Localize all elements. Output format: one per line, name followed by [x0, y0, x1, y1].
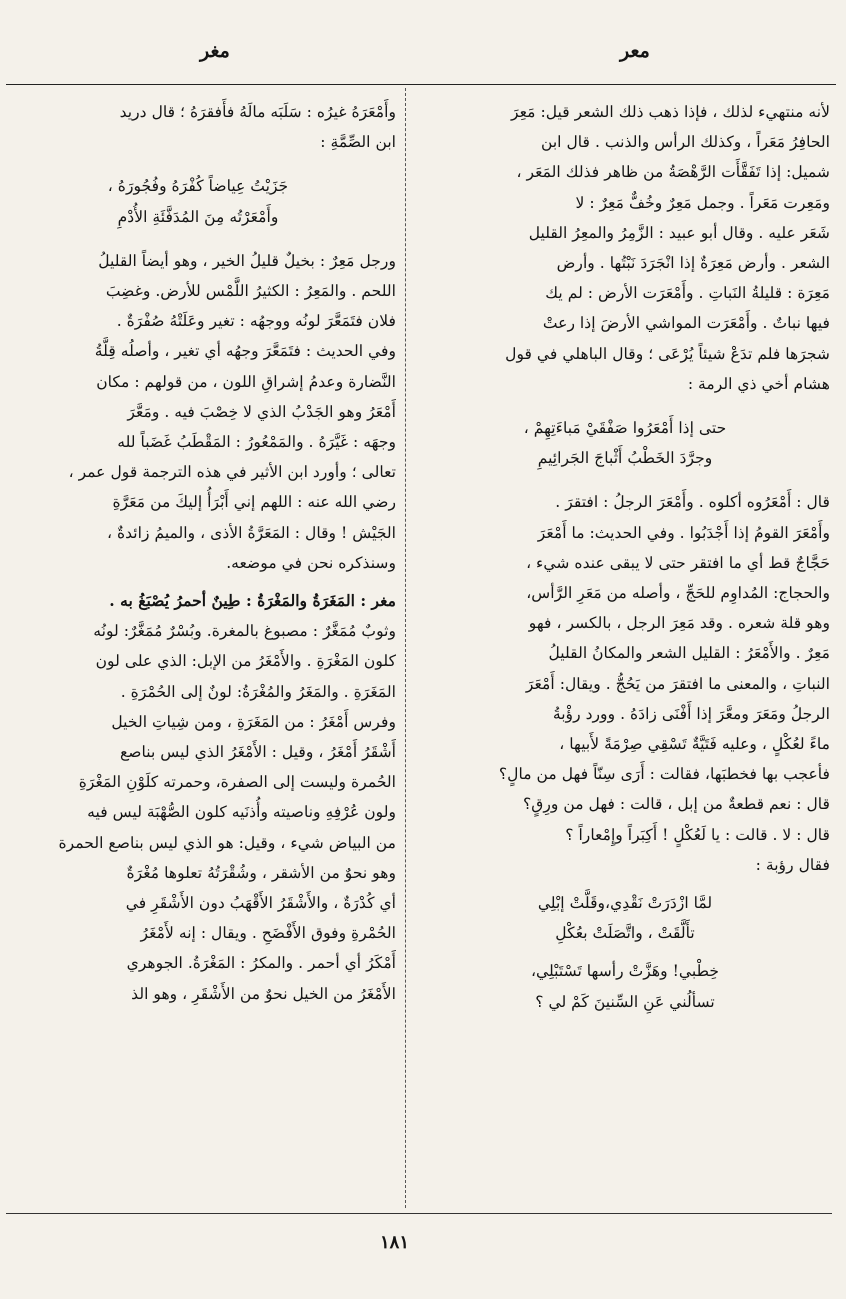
left-column: [0, 97, 396, 1009]
text-line: وأَمْعَرَهُ غيرُه : سَلَبَه مالَهُ فأَفقرَهُ ؛ قال دريد: [119, 103, 396, 121]
verse-line: خِطْبي! وهَزَّتْ رأسها تَسْتَبْلِي،: [530, 962, 720, 981]
text-line: النَّضارة وعدمُ إشراقِ اللون ، من قولهم : مكان: [96, 372, 396, 391]
text-line: فقال رؤبة :: [755, 855, 830, 874]
entry-headword-line: مغر : المَغَرَةُ والمَغْرَةُ : طِينٌ أحمرُ يُصْبَغُ به .: [109, 591, 396, 611]
text-line: مَعِرٌ . والأَمْعَرُ : القليل الشعر والمكانُ القليلُ: [548, 644, 830, 663]
text-line: شَعَر عليه . وقال أبو عبيد : الزَّمِرُ والمعِرُ القليل: [528, 223, 830, 242]
text-line: وسنذكره نحن في موضعه.: [226, 553, 396, 572]
text-line: هشام أخي ذي الرمة :: [687, 374, 830, 393]
text-line: أَشْقَرُ أَمْغَرُ ، وقيل : الأَمْغَرُ الذي ليس بناصع: [120, 743, 396, 762]
text-line: وهو قلة شعره . وقد مَعِرَ الرجل ، بالكسر ، فهو: [528, 614, 830, 633]
text-line: تعالى ؛ وأورد ابن الأثير في هذه الترجمة قول عمر ،: [68, 463, 396, 482]
text-line: الرجلُ ومَعَرَ ومعَّرَ إذا أَفْنَى زادَهُ . وورد رؤْبةُ: [552, 704, 830, 723]
running-header-right: معر: [620, 40, 650, 62]
text-line: الحُمْرةِ وفوق الأَفْضَحِ . ويقال : إنه لأَمْغَرُ: [140, 924, 396, 943]
text-line: فيها نباتٌ . وأَمْعَرَت المواشي الأرضَ إذا رعتْ: [542, 314, 830, 333]
text-line: أَمْكَرُ أي أحمر . والمكرُ : المَغْرَةُ. الجوهري: [126, 954, 396, 973]
page-number: ١٨١: [380, 1232, 410, 1253]
text-line: الأَمْغَرُ من الخيل نحوٌ من الأَشْقَرِ ، وهو الذ: [131, 984, 396, 1003]
text-line: اللحم . والمَعِرُ : الكثيرُ اللَّمْس للأرض. وغضِبَ: [105, 282, 396, 301]
text-line: قال : نعم قطعةٌ من إبل ، قالت : فهل من ورِقٍ؟: [522, 795, 830, 814]
text-line: شجرَها فلم تدَعْ شيئاً يُرْعَى ؛ وقال الباهلي في قول: [505, 344, 830, 363]
text-line: فلان فتَمَعَّرَ لونُه ووجهُه : تغير وعَلَتْهُ صُفْرَةٌ .: [116, 312, 396, 331]
text-line: المَغَرَةِ . والمَغَرُ والمُغْرَةُ: لونٌ إلى الحُمْرَةِ .: [120, 682, 396, 701]
verse-line: وجرَّدَ الخَطْبُ أَثْباجَ الجَرائِيمِ: [537, 449, 713, 468]
text-line: النباتِ ، والمعنى ما افتقرَ من يَحُجُّ . ويقال: أَمْعَرَ: [525, 674, 830, 693]
right-column: [420, 97, 830, 1017]
text-line: قال : أَمْعَرُوه أكلوه . وأَمْعَرَ الرجلُ : افتقرَ .: [555, 493, 830, 512]
text-line: وثوبٌ مُمَغَّرٌ : مصبوغ بالمغرة. وبُسْرٌ مُمَغَّرٌ: لونُه: [93, 622, 396, 641]
verse-line: حتى إذا أَمْعَرُوا صَفْقَيْ مَباءَتِهِمْ ،: [523, 419, 727, 438]
text-line: الشعر . وأرض مَعِرَةٌ إذا انْجَرَدَ نَبْتُها . وأرض: [556, 254, 830, 273]
text-line: فأعجب بها فخطبَها، فقالت : أَرَى سِنّاً فهل من مالٍ؟: [498, 765, 830, 784]
verse-line: وأَمْعَرْتُه مِنَ المُدَفَّئَةِ الأُدْمِ: [117, 207, 279, 226]
verse-line: تأَلَّقَتْ ، واتَّصَلَتْ بعُكْلِ: [555, 924, 695, 943]
text-line: الحُمرة وليست إلى الصفرة، وحمرته كلَوْنِ المَغْرَةِ: [78, 773, 396, 792]
text-line: ومَعِرت مَعَراً . وجمل مَعِرٌ وخُفٌّ مَعِرٌ : لا: [575, 193, 830, 212]
text-line: قال : لا . قالت : يا لَعُكْلٍ ! أَكِبَراً وإِمْعاراً ؟: [565, 825, 830, 844]
header-rule: [6, 84, 836, 85]
text-line: مَعِرَة : قليلةُ النَباتِ . وأَمْعَرَت الأرض : لم يك: [545, 284, 830, 303]
text-line: ورجل مَعِرٌ : بخيلٌ قليلُ الخير ، وهو أيضاً القليلُ: [98, 251, 396, 270]
footer-rule: [6, 1213, 832, 1214]
text-line: وجهَه : غَيَّرَهُ . والمَمْعُورُ : المَقْطَبُ غَضَباً لله: [117, 433, 396, 452]
text-line: شميل: إذا تَفَقَّأَت الرَّهْصَةُ من ظاهر فذلك المَعَر ،: [516, 163, 830, 182]
text-line: وفي الحديث : فتَمَعَّرَ وجهُه أي تغير ، وأصلُه قِلَّةُ: [94, 342, 396, 361]
text-line: ولون عُرْفِهِ وناصيته وأُذنَيه كلون الصُّهْبَة ليس فيه: [87, 803, 396, 822]
text-line: من البياض شيء ، وقيل: هو الذي ليس بناصع الحمرة: [58, 833, 396, 852]
verse-line: جَزَيْتُ عِياضاً كُفْرَهُ وفُجُورَهُ ،: [107, 177, 289, 196]
text-line: والحجاج: المُداوِم للحَجِّ ، وأصله من مَعَرِ الرَّأس،: [526, 584, 830, 603]
text-line: وفرس أَمْغَرُ : من المَغَرَةِ ، ومن شِياتِ الخيل: [111, 712, 396, 731]
text-line: رضي الله عنه : اللهم إني أَبْرَأُ إليكَ من مَعَرَّةِ: [112, 493, 396, 512]
text-line: حَجَّاجٌ قط أي ما افتقر حتى لا يبقى عنده شيء ،: [526, 553, 830, 572]
text-line: ابن الصِّمَّةِ :: [320, 133, 396, 152]
running-header-left: مغر: [200, 40, 230, 62]
text-line: وهو نحوٌ من الأشقر ، وشُقْرَتُهُ تعلوها مُغْرَةٌ: [126, 863, 396, 882]
text-line: أي كُدْرَةٌ ، والأَشْقَرُ الأَقْهَبُ دون الأَشْقَرِ في: [125, 894, 396, 913]
verse-line: لمَّا ازْدَرَتْ نَقْدِي،وقَلَّتْ إبْلِي: [537, 894, 713, 913]
text-line: ماءً لعُكْلٍ ، وعليه فَتَيَّةٌ تَسْقِي صِرْمَةً لأَبيها ،: [559, 735, 830, 754]
text-line: الجَيْش ! وقال : المَعَرَّةُ الأذى ، والميمُ زائدةٌ ،: [106, 523, 396, 542]
text-line: كلون المَغْرَةِ . والأَمْغَرُ من الإبل: الذي على لون: [95, 652, 396, 671]
text-line: لأنه منتهيء لذلك ، فإذا ذهب ذلك الشعر قيل: مَعِرَ: [511, 103, 830, 121]
text-line: الحافِرُ مَعَراً ، وكذلك الرأس والذنب . قال ابن: [540, 133, 830, 152]
text-line: وأَمْعَرَ القومُ إذا أَجْدَبُوا . وفي الحديث: ما أَمْعَرَ: [537, 523, 830, 542]
verse-line: تسألُني عَنِ السِّنينَ كَمْ لي ؟: [535, 992, 715, 1011]
text-line: أَمْعَرُ وهو الجَدْبُ الذي لا خِصْبَ فيه . ومَعَّرَ: [127, 402, 396, 421]
column-divider: [405, 88, 406, 1208]
